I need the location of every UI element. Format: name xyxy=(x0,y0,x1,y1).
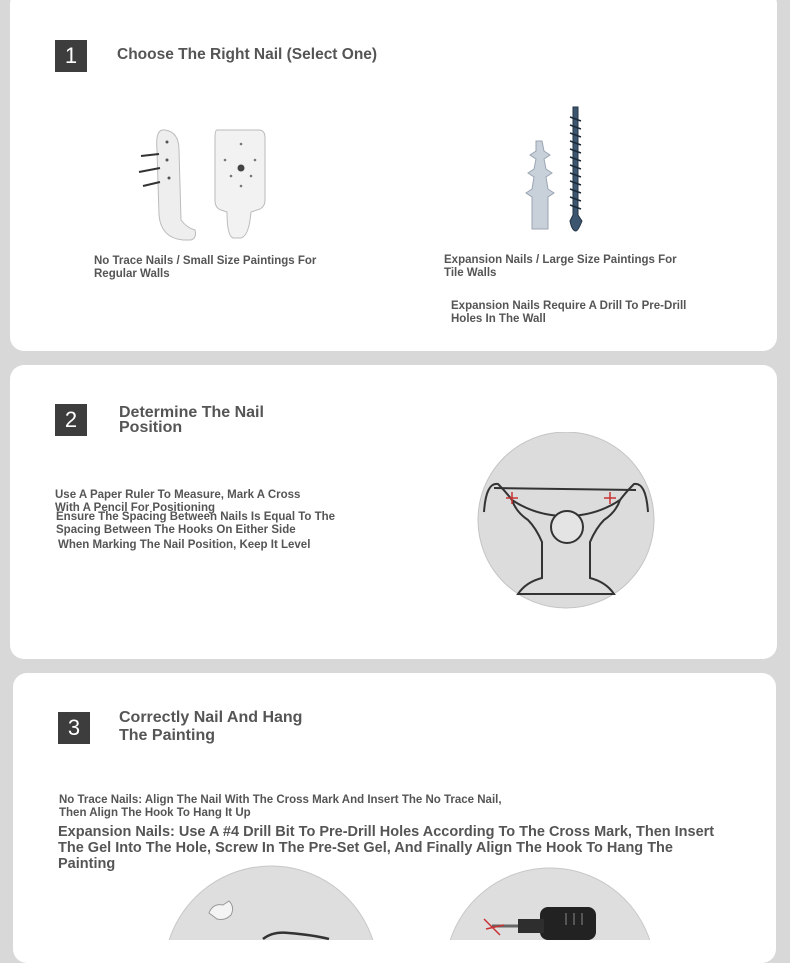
step-3-number: 3 xyxy=(58,712,90,744)
expansion-nail-image xyxy=(520,103,590,235)
step-1-number: 1 xyxy=(55,40,87,72)
step-2-line-2: Ensure The Spacing Between Nails Is Equal To The Spacing Between The Hooks On Either Side xyxy=(56,511,336,536)
step-3-line-2: Expansion Nails: Use A #4 Drill Bit To Pre-Drill Holes According To The Cross Mark, Then Insert The Gel Into The Hole, Screw In The Pre-Set Gel, And Finally Align The Hook To Hang The Painting xyxy=(58,824,715,872)
expansion-note: Expansion Nails Require A Drill To Pre-Drill Holes In The Wall xyxy=(451,300,687,325)
step-2-number: 2 xyxy=(55,404,87,436)
step-2-line-1: Use A Paper Ruler To Measure, Mark A Cross With A Pencil For Positioning xyxy=(55,489,301,514)
step-3-line-1: No Trace Nails: Align The Nail With The Cross Mark And Insert The No Trace Nail, Then Align The Hook To Hang It Up xyxy=(59,794,502,819)
step-1-title: Choose The Right Nail (Select One) xyxy=(117,46,378,63)
step-2-line-3: When Marking The Nail Position, Keep It Level xyxy=(58,539,311,551)
expansion-drill-diagram xyxy=(444,867,656,940)
expansion-caption: Expansion Nails / Large Size Paintings For Tile Walls xyxy=(444,254,677,279)
no-trace-nail-image xyxy=(135,120,275,245)
step-3-title: Correctly Nail And Hang The Painting xyxy=(119,709,303,744)
step-2-title: Determine The Nail Position xyxy=(119,404,264,436)
no-trace-hang-diagram xyxy=(163,865,379,940)
nail-position-diagram xyxy=(476,432,656,612)
no-trace-caption: No Trace Nails / Small Size Paintings For Regular Walls xyxy=(94,255,317,280)
